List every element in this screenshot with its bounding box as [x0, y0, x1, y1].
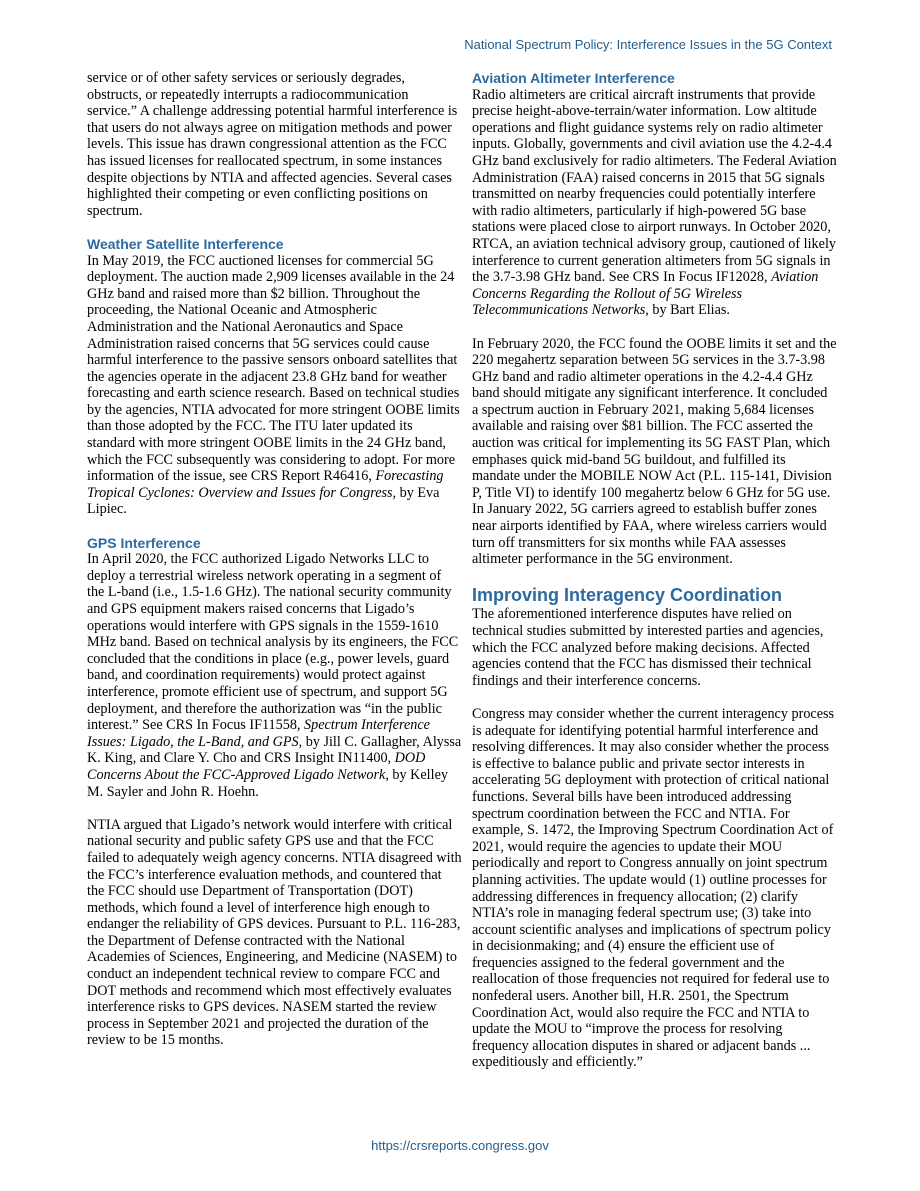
weather-report-title: Forecasting Tropical Cyclones: Overview and Issues for Congress [87, 468, 444, 501]
aviation-infocus-title: Aviation Concerns Regarding the Rollout of 5G Wireless Telecommunications Networks [472, 269, 819, 319]
gps-text-a: In April 2020, the FCC authorized Ligado Networks LLC to deploy a terrestrial wireless network operating in a segment of the L-band (i.e., 1.5-1.6 GHz). The national security community and GPS equipment makers raised concerns that Ligado’s operations would interfere with GPS signals in the 1559-1610 MHz band. Based on technical analysis by its engineers, the FCC concluded that the conditions in place (e.g., power levels, guard band, and coordination requirements) would protect against interference, promote efficient use of spectrum, and support 5G deployment, and therefore the authorization was “in the public interest.” See CRS In Focus IF11558, [87, 551, 459, 734]
section-heading-weather: Weather Satellite Interference [87, 235, 284, 252]
gps-text-c: , by Kelley M. Sayler and John R. Hoehn. [87, 766, 448, 800]
intro-paragraph: service or of other safety services or seriously degrades, obstructs, or repeatedly interrupts a radiocommunication service.” A challenge addressing potential harmful interference is that users do not always agree on mitigation methods and power levels. This issue has drawn congressional attention as the FCC has issued licenses for reallocated spectrum, in some instances despite objections by NTIA and affected agencies. Several cases highlighted their competing or even conflicting positions on spectrum. [87, 70, 458, 219]
gps-insight-title: DOD Concerns About the FCC-Approved Ligado Network [87, 750, 426, 783]
aviation-text-b: , by Bart Elias. [645, 302, 730, 319]
weather-paragraph [87, 253, 462, 519]
gps-text-b: , by Jill C. Gallagher, Alyssa K. King, and Clare Y. Cho and CRS Insight IN11400, [87, 733, 462, 767]
ntia-paragraph: NTIA argued that Ligado’s network would interfere with critical national security and public safety GPS use and that the FCC failed to adequately weigh agency concerns. NTIA disagreed with the FCC’s interference evaluation methods, and countered that the FCC should use Department of Transportation (DOT) methods, which found a level of interference high enough to endanger the reliability of GPS devices. Pursuant to P.L. 116-283, the Department of Defense contracted with the National Academies of Sciences, Engineering, and Medicine (NASEM) to conduct an independent technical review to compare FCC and DOT methods and recommend which most effectively evaluates interference risks to GPS devices. NASEM started the review process in September 2021 and projected the duration of the review to be 15 months. [87, 816, 462, 1049]
running-header: National Spectrum Policy: Interference Issues in the 5G Context [464, 37, 832, 52]
improving-paragraph: The aforementioned interference disputes have relied on technical studies submitted by interested parties and agencies, which the FCC analyzed before making decisions. Affected agencies contend that the FCC has dismissed their technical findings and their interference concerns. [472, 606, 824, 689]
left-column [87, 70, 462, 1066]
gps-infocus-title: Spectrum Interference Issues: Ligado, the L-Band, and GPS [87, 717, 430, 750]
weather-text-b: , by Eva Lipiec. [87, 484, 440, 518]
aviation-paragraph [472, 87, 837, 319]
right-column [472, 70, 837, 1088]
section-heading-improving: Improving Interagency Coordination [472, 585, 783, 606]
weather-text-a: In May 2019, the FCC auctioned licenses for commercial 5G deployment. The auction made 2,909 licenses available in the 24 GHz band and raised more than $2 billion. Throughout the proceeding, the National Oceanic and Atmospheric Administration and the National Aeronautics and Space Administration raised concerns that 5G services could cause harmful interference to the passive sensors onboard satellites that the agencies operate in the adjacent 23.8 GHz band for weather forecasting and earth science research. Based on technical studies by the agencies, NTIA advocated for more stringent OOBE limits than those adopted by the FCC. The ITU later updated its standard with more stringent OOBE limits in the 24 GHz band, which the FCC subsequently was considering to adopt. For more information of the issue, see CRS Report R46416, [87, 252, 460, 485]
feb2020-paragraph: In February 2020, the FCC found the OOBE limits it set and the 220 megahertz separation between 5G services in the 3.7-3.98 GHz band and radio altimeter operations in the 4.2-4.4 GHz band should mitigate any significant interference. It concluded a spectrum auction in February 2021, making 5,684 licenses available and raising over $81 billion. The FCC asserted the auction was critical for implementing its 5G FAST Plan, which emphases quick mid-band 5G buildout, and fulfilled its mandate under the MOBILE NOW Act (P.L. 115-141, Division P, Title VI) to identify 100 megahertz below 6 GHz for 5G use. In January 2022, 5G carriers agreed to establish buffer zones near airports identified by FAA, where wireless carriers would turn off transmitters for six months while FAA assesses altimeter performance in the 5G environment. [472, 335, 837, 568]
section-heading-aviation: Aviation Altimeter Interference [472, 70, 675, 86]
congress-paragraph: Congress may consider whether the current interagency process is adequate for identifying potential harmful interference and resolving differences. It may also consider whether the process is effective to balance public and private sector interests in accelerating 5G deployment with protection of critical national functions. Several bills have been introduced addressing spectrum coordination between the FCC and NTIA. For example, S. 1472, the Improving Spectrum Coordination Act of 2021, would require the agencies to update their MOU periodically and report to Congress annually on joint spectrum planning activities. The update would (1) outline processes for addressing differences in frequency allocation; (2) clarify NTIA’s role in managing federal spectrum use; (3) take into account scientific analyses and implications of spectrum policy in decisionmaking; and (4) ensure the efficient use of frequencies assigned to the federal government and the reallocation of those frequencies not required for federal use to nonfederal users. Another bill, H.R. 2501, the Spectrum Coordination Act, would also require the FCC and NTIA to update the MOU to “improve the process for resolving frequency allocation disputes in shared or adjacent bands ... expeditiously and efficiently.” [472, 705, 835, 1071]
footer-url[interactable]: https://crsreports.congress.gov [371, 1138, 549, 1153]
gps-paragraph [87, 551, 462, 800]
section-heading-gps: GPS Interference [87, 534, 201, 551]
aviation-text-a: Radio altimeters are critical aircraft instruments that provide precise height-above-terrain/water information. Low altitude operations and flight guidance systems rely on radio altimeter inputs. Globally, governments and civil aviation use the 4.2-4.4 GHz band exclusively for radio altimeters. The Federal Aviation Administration (FAA) raised concerns in 2015 that 5G signals transmitted on nearby frequencies could potentially interfere with radio altimeters, particularly if high-powered 5G base stations were placed close to airport runways. In October 2020, RTCA, an aviation technical advisory group, cautioned of likely interference to current generation altimeters from 5G signals in the 3.7-3.98 GHz band. See CRS In Focus IF12028, [472, 86, 837, 286]
